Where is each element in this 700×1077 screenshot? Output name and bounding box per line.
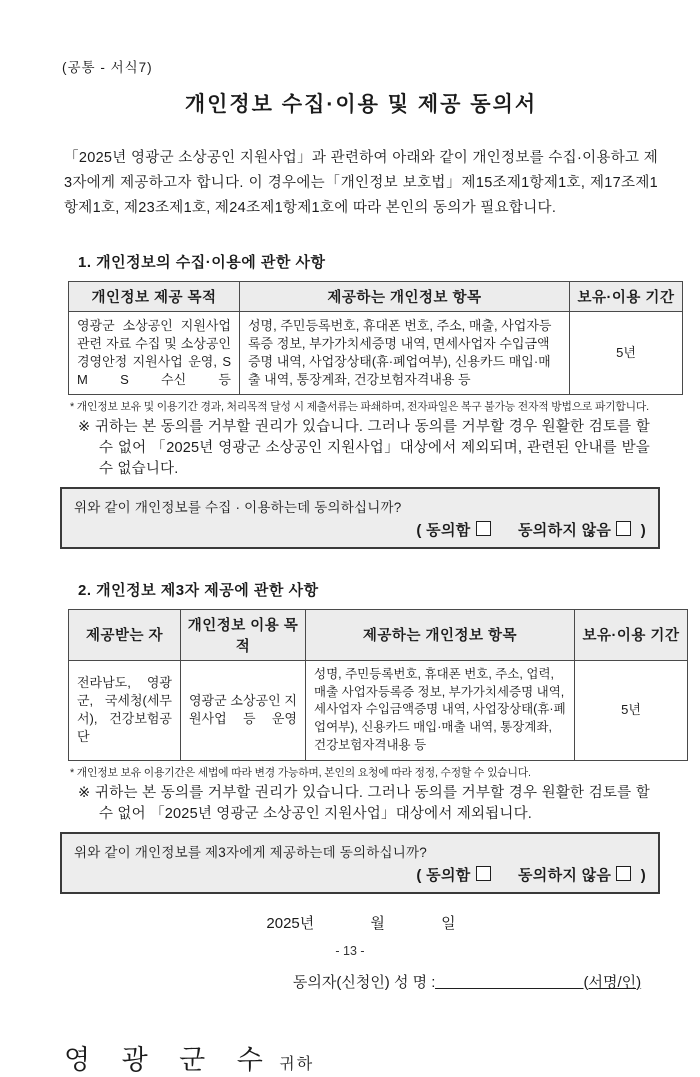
signature-blank-field[interactable] xyxy=(435,973,583,989)
intro-paragraph: 「2025년 영광군 소상공인 지원사업」과 관련하여 아래와 같이 개인정보를 수집·이용하고 제3자에게 제공하고자 합니다. 이 경우에는「개인정보 보호법」제15조제1항제1호, 제17조제1항제1호, 제23조제1호, 제24조제1항제1호에 따라 본인의 동의가 필요합니다. xyxy=(64,150,658,216)
table-row xyxy=(69,660,688,760)
date-month-label: 월 xyxy=(370,914,385,932)
disagree-checkbox[interactable] xyxy=(616,866,631,881)
consent-answer-row xyxy=(74,519,646,540)
col-header-period: 보유·이용 기간 xyxy=(575,609,688,660)
col-header-purpose: 개인정보 제공 목적 xyxy=(69,281,240,311)
page-number: - 13 - xyxy=(335,944,365,958)
section1-refusal-notice: ※ 귀하는 본 동의를 거부할 권리가 있습니다. 그러나 동의를 거부할 경우 원활한 검토를 할 수 없어 「2025년 영광군 소상공인 지원사업」대상에서 제외되며, 관련된 안내를 받을 수 없습니다. xyxy=(78,418,650,478)
section2-refusal-notice: ※ 귀하는 본 동의를 거부할 권리가 있습니다. 그러나 동의를 거부할 경우 원활한 검토를 할 수 없어 「2025년 영광군 소상공인 지원사업」대상에서 제외됩니다. xyxy=(78,784,650,823)
cell-receiver: 전라남도, 영광군, 국세청(세무서), 건강보험공단 xyxy=(69,660,181,760)
open-paren: ( xyxy=(416,866,422,884)
disagree-checkbox[interactable] xyxy=(616,521,631,536)
col-header-period: 보유·이용 기간 xyxy=(570,281,683,311)
agree-label: 동의함 xyxy=(426,866,471,884)
close-paren: ) xyxy=(640,521,646,539)
cell-period: 5년 xyxy=(575,660,688,760)
table-header-row xyxy=(69,609,688,660)
col-header-items: 제공하는 개인정보 항목 xyxy=(240,281,570,311)
close-paren: ) xyxy=(640,866,646,884)
open-paren: ( xyxy=(416,521,422,539)
agree-label: 동의함 xyxy=(426,521,471,539)
cell-items: 성명, 주민등록번호, 휴대폰 번호, 주소, 매출, 사업자등록증 정보, 부가가치세증명 내역, 면세사업자 수입금액증명 내역, 사업장상태(휴·폐업여부), 신용카드 매입·매출 내역, 통장계좌, 건강보험자격내용 등 xyxy=(240,311,570,394)
cell-period: 5년 xyxy=(570,311,683,394)
cell-items: 성명, 주민등록번호, 휴대폰 번호, 주소, 업력, 매출 사업자등록증 정보, 부가가치세증명 내역, 세사업자 수입금액증명 내역, 사업장상태(휴·폐업여부), 신용카드 매입·매출 내역, 통장계좌, 건강보험자격내용 등 xyxy=(306,660,575,760)
section1-table xyxy=(68,281,683,395)
section2-consent-box xyxy=(60,832,660,894)
col-header-items: 제공하는 개인정보 항목 xyxy=(306,609,575,660)
disagree-label: 동의하지 않음 xyxy=(518,521,612,539)
recipient-name: 영 광 군 수 xyxy=(64,1044,275,1075)
cell-purpose: 영광군 소상공인 지원사업 관련 자료 수집 및 소상공인 경영안정 지원사업 운영, S M S 수신 등 xyxy=(69,311,240,394)
disagree-label: 동의하지 않음 xyxy=(518,866,612,884)
date-year-label: 2025년 xyxy=(266,914,315,932)
recipient-honorific: 귀하 xyxy=(279,1055,315,1073)
agree-checkbox[interactable] xyxy=(476,521,491,536)
signer-label: 동의자(신청인) 성 명 : xyxy=(292,973,436,991)
section2-footnote: * 개인정보 보유 이용기간은 세법에 따라 변경 가능하며, 본인의 요청에 따라 정정, 수정할 수 있습니다. xyxy=(70,766,531,779)
section1-heading: 1. 개인정보의 수집·이용에 관한 사항 xyxy=(78,253,326,271)
table-row xyxy=(69,311,683,394)
consent-question: 위와 같이 개인정보를 제3자에게 제공하는데 동의하십니까? xyxy=(74,844,427,860)
consent-question: 위와 같이 개인정보를 수집 · 이용하는데 동의하십니까? xyxy=(74,499,402,515)
date-line xyxy=(62,912,660,933)
recipient-line xyxy=(64,1038,660,1077)
form-code-label: (공통 - 서식7) xyxy=(62,60,153,75)
sign-or-seal-label: (서명/인) xyxy=(583,973,642,991)
signature-line xyxy=(62,971,660,992)
section1-footnote: * 개인정보 보유 및 이용기간 경과, 처리목적 달성 시 제출서류는 파쇄하며, 전자파일은 복구 불가능 전자적 방법으로 파기합니다. xyxy=(70,400,649,413)
date-day-label: 일 xyxy=(441,914,456,932)
agree-checkbox[interactable] xyxy=(476,866,491,881)
col-header-receiver: 제공받는 자 xyxy=(69,609,181,660)
section2-heading: 2. 개인정보 제3자 제공에 관한 사항 xyxy=(78,581,319,599)
consent-answer-row xyxy=(74,864,646,885)
col-header-purpose: 개인정보 이용 목적 xyxy=(181,609,306,660)
section1-consent-box xyxy=(60,487,660,549)
table-header-row xyxy=(69,281,683,311)
cell-purpose: 영광군 소상공인 지원사업 등 운영 xyxy=(181,660,306,760)
document-title: 개인정보 수집·이용 및 제공 동의서 xyxy=(184,93,538,116)
section2-table xyxy=(68,609,688,761)
